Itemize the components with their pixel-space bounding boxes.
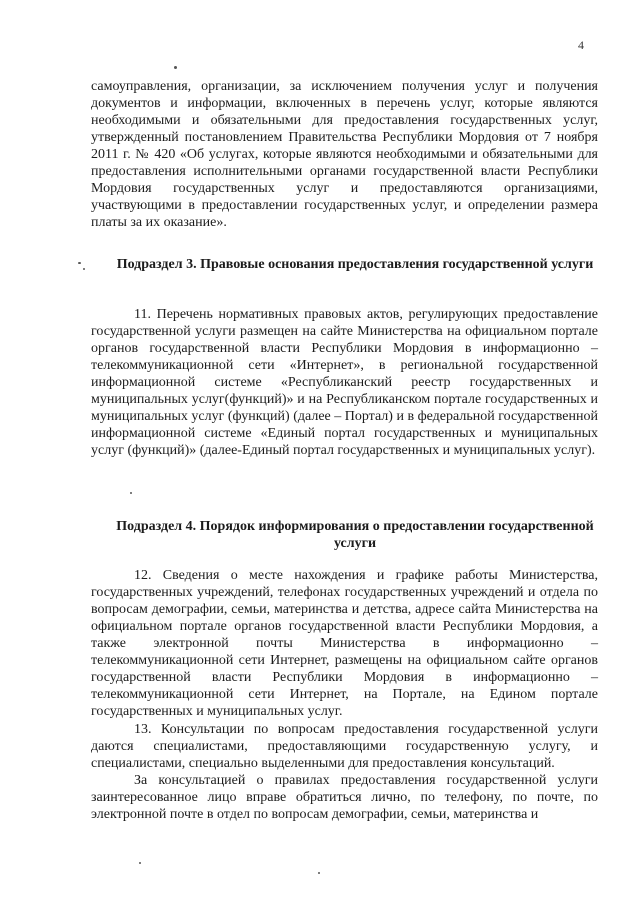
page-number: 4 bbox=[578, 38, 584, 52]
subsection-4-heading: Подраздел 4. Порядок информирования о предоставлении государственной услуги bbox=[116, 519, 594, 551]
paragraph-12: 12. Сведения о месте нахождения и графике работы Министерства, государственных учреждений, телефонах государственных учреждений и отдела по вопросам демографии, семьи, материнства и детства, адресе сайта Министерства на официальном портале органов государственной власти Республики Мордовия, а также электронной почты Министерства в информационно – телекоммуникационной сети Интернет, размещены на официальном сайте органов государственной власти Республики Мордовия в информационно – телекоммуникационной сети Интернет, на Портале, на Едином портале государственных и муниципальных услуг. bbox=[91, 568, 598, 719]
paragraph-14: За консультацией о правилах предоставления государственной услуги заинтересованное лицо вправе обратиться лично, по телефону, по почте, по электронной почте в отдел по вопросам демографии, семьи, материнства и bbox=[91, 773, 598, 822]
paragraph-11: 11. Перечень нормативных правовых актов, регулирующих предоставление государственной услуги размещен на сайте Министерства на официальном портале органов государственной власти Республики Мордовия в информационно – телекоммуникационной сети «Интернет», в региональной государственной информационной системе «Республиканский реестр государственных и муниципальных услуг(функций)» и на Республиканском портале государственных и муниципальных услуг (функций) (далее – Портал) и в федеральной государственной информационной системе «Единый портал государственных и муниципальных услуг (функций)» (далее-Единый портал государственных и муниципальных услуг). bbox=[91, 307, 598, 458]
intro-paragraph: самоуправления, организации, за исключением получения услуг и получения документов и информации, включенных в перечень услуг, которые являются необходимыми и обязательными для предоставления государственных услуг, утвержденный постановлением Правительства Республики Мордовия от 7 ноября 2011 г. № 420 «Об услугах, которые являются необходимыми и обязательными для предоставления исполнительными органами государственной власти Республики Мордовия государственных услуг и предоставляются организациями, участвующими в предоставлении государственных услуг, и определении размера платы за их оказание». bbox=[91, 79, 598, 230]
scan-speck bbox=[130, 492, 132, 494]
subsection-3-heading: Подраздел 3. Правовые основания предоставления государственной услуги bbox=[116, 257, 594, 272]
paragraph-13: 13. Консультации по вопросам предоставления государственной услуги даются специалистами, предоставляющими государственную услугу, и специалистами, специально выделенными для предоставления консультаций. bbox=[91, 722, 598, 771]
scan-speck bbox=[139, 862, 141, 864]
scan-speck bbox=[83, 268, 85, 270]
scan-speck bbox=[78, 262, 81, 264]
scan-speck bbox=[318, 872, 320, 874]
scan-speck bbox=[174, 66, 177, 69]
